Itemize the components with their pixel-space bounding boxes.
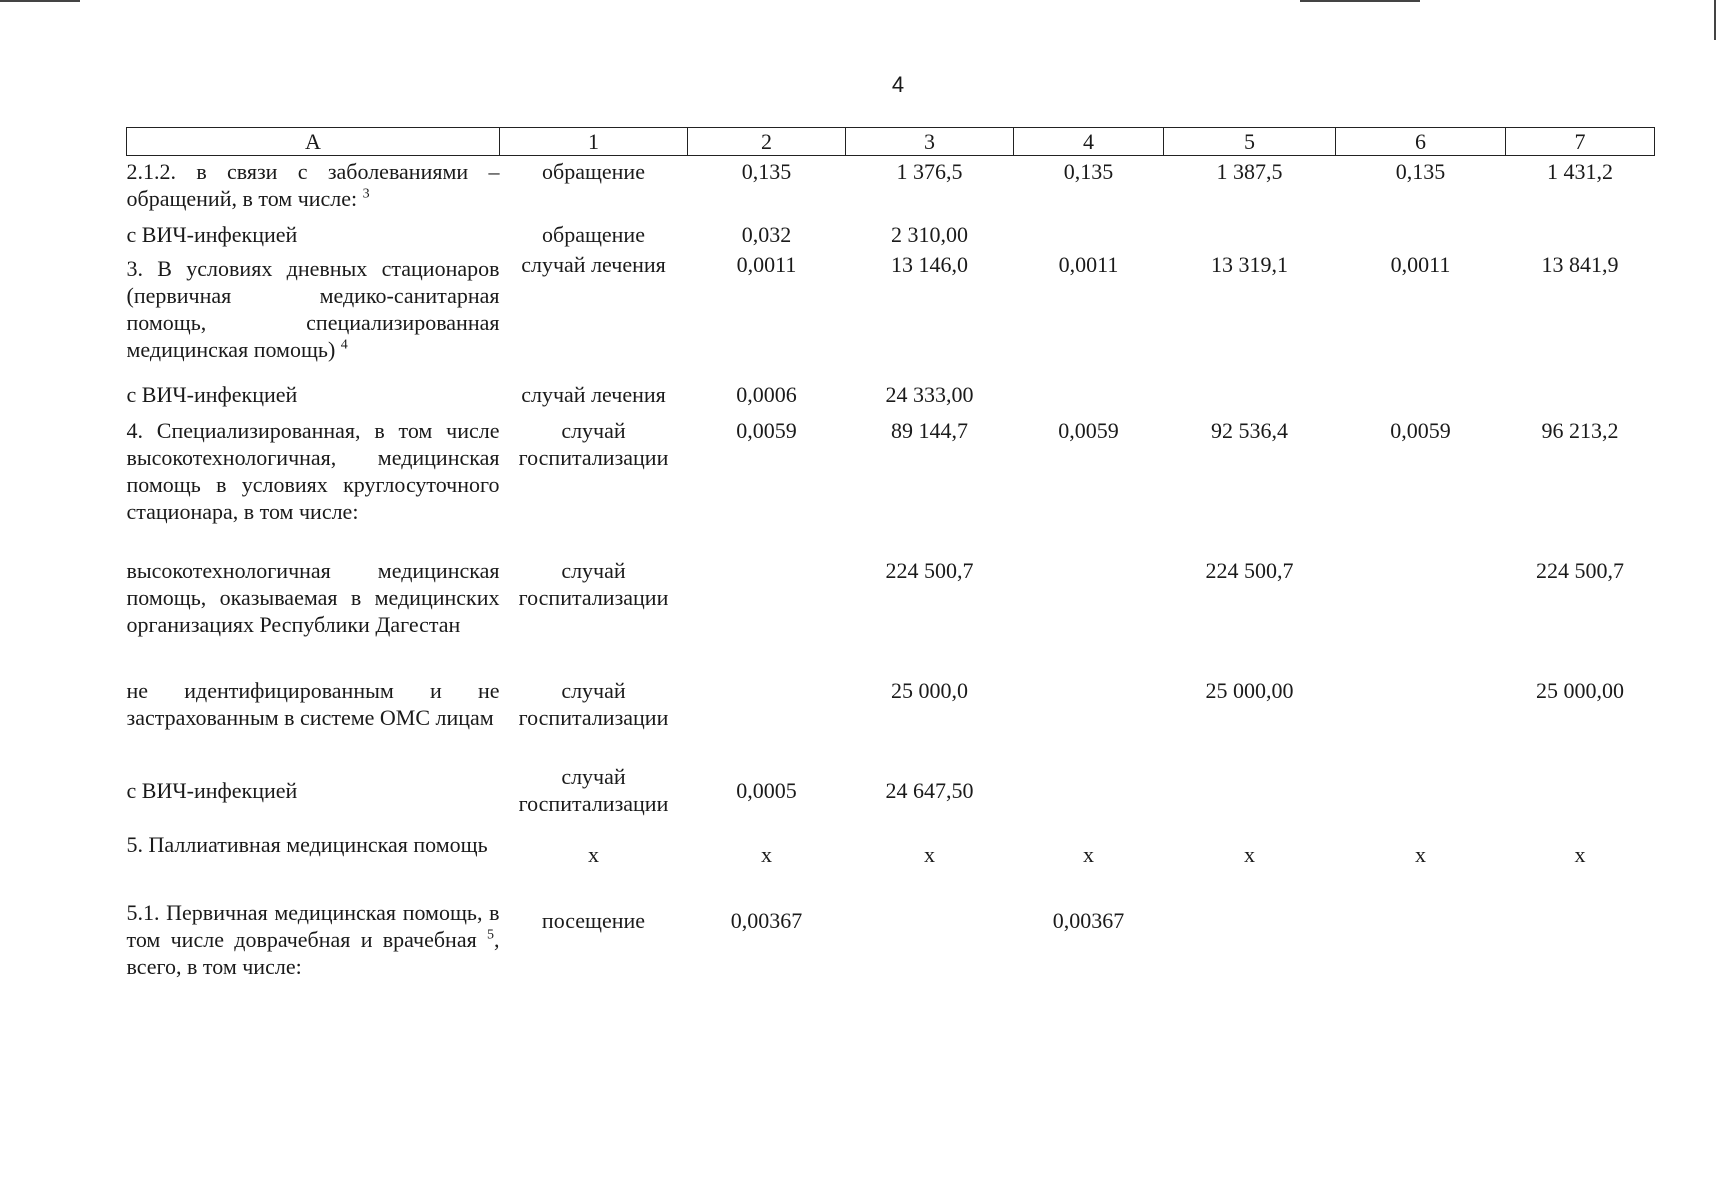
header-cell-3: 3	[846, 128, 1014, 156]
row-col-6	[1336, 381, 1506, 413]
row-col-4	[1014, 763, 1164, 825]
row-col-3: 24 647,50	[885, 777, 974, 803]
row-col-5: 92 536,4	[1211, 417, 1288, 443]
header-cell-1: 1	[500, 128, 688, 156]
row-unit: случай госпитализации	[518, 417, 669, 470]
table-row	[127, 891, 1655, 981]
row-unit: случай госпитализации	[518, 763, 669, 816]
table-row	[127, 221, 1655, 251]
row-col-3	[846, 891, 1014, 981]
header-cell-5: 5	[1164, 128, 1336, 156]
row-col-4	[1014, 221, 1164, 251]
row-col-7: 13 841,9	[1541, 251, 1619, 277]
header-cell-7: 7	[1506, 128, 1655, 156]
row-description: 4. Специализированная, в том числе высокотехнологичная, медицинская помощь в условиях круглосуточного стационара, в том числе:	[126, 417, 500, 524]
row-col-7	[1506, 763, 1655, 825]
row-unit: случай госпитализации	[518, 677, 669, 730]
row-col-3: 89 144,7	[891, 417, 968, 443]
row-col-7: 25 000,00	[1536, 677, 1624, 703]
row-col-6	[1336, 677, 1506, 763]
row-col-6: 0,0011	[1390, 251, 1451, 277]
row-col-6	[1336, 221, 1506, 251]
row-col-2: 0,0059	[736, 417, 797, 443]
row-description: 5.1. Первичная медицинская помощь, в том числе доврачебная и врачебная $^5$, всего, в том числе:	[126, 899, 500, 979]
row-col-7: 96 213,2	[1541, 417, 1619, 443]
row-col-6	[1336, 553, 1506, 677]
row-unit: случай лечения	[521, 381, 666, 407]
page-number: 4	[891, 72, 905, 97]
row-description: с ВИЧ-инфекцией	[126, 381, 298, 407]
row-description: 2.1.2. в связи с заболеваниями – обращений, в том числе: $^3$	[126, 159, 500, 211]
row-col-7: 224 500,7	[1536, 557, 1624, 583]
row-col-2: 0,0011	[736, 251, 797, 277]
row-col-6: х	[1415, 841, 1426, 867]
row-col-2	[688, 677, 846, 763]
row-unit: обращение	[542, 159, 645, 184]
row-col-2: 0,135	[741, 159, 792, 184]
row-unit: обращение	[542, 221, 645, 247]
row-description: не идентифицированным и не застрахованным в системе ОМС лицам	[126, 677, 500, 730]
header-cell-6: 6	[1336, 128, 1506, 156]
row-col-6: 0,0059	[1390, 417, 1451, 443]
row-description: 3. В условиях дневных стационаров (первичная медико-санитарная помощь, специализированная медицинская помощь) $^4$	[126, 255, 500, 362]
row-col-5: х	[1244, 841, 1255, 867]
row-col-6: 0,135	[1395, 159, 1446, 184]
row-description: высокотехнологичная медицинская помощь, оказываемая в медицинских организациях Республики Дагестан	[126, 557, 500, 637]
row-col-7: х	[1574, 841, 1586, 867]
row-col-5: 1 387,5	[1216, 159, 1283, 184]
row-col-7: 1 431,2	[1547, 159, 1613, 184]
table-row	[127, 825, 1655, 891]
row-col-4	[1014, 553, 1164, 677]
row-col-4	[1014, 381, 1164, 413]
row-col-5	[1164, 221, 1336, 251]
row-unit: х	[588, 841, 599, 867]
row-col-2: 0,0005	[736, 777, 797, 803]
row-col-7	[1506, 221, 1655, 251]
row-col-2: 0,0006	[736, 381, 797, 407]
table-row	[127, 763, 1655, 825]
row-col-6	[1336, 763, 1506, 825]
row-col-7	[1506, 381, 1655, 413]
row-unit: случай лечения	[521, 251, 666, 277]
row-col-5	[1164, 381, 1336, 413]
row-unit: случай госпитализации	[518, 557, 669, 610]
row-col-5: 25 000,00	[1205, 677, 1294, 703]
row-col-4: 0,135	[1063, 159, 1114, 184]
row-col-7	[1506, 891, 1655, 981]
row-description: с ВИЧ-инфекцией	[126, 777, 298, 803]
financing-table	[126, 127, 1655, 981]
scan-edge-mid	[1300, 0, 1420, 2]
row-col-5: 224 500,7	[1205, 557, 1294, 583]
row-col-4: 0,0059	[1058, 417, 1119, 443]
row-unit: посещение	[541, 907, 646, 933]
table-header-row	[127, 128, 1655, 156]
row-col-2	[688, 553, 846, 677]
row-col-4: 0,00367	[1052, 907, 1125, 933]
row-col-5	[1164, 891, 1336, 981]
header-cell-4: 4	[1014, 128, 1164, 156]
header-cell-2: 2	[688, 128, 846, 156]
header-cell-a: А	[127, 128, 500, 156]
row-col-2: х	[761, 841, 772, 867]
row-col-2: 0,032	[741, 221, 792, 247]
row-description: с ВИЧ-инфекцией	[126, 221, 298, 247]
table-row	[127, 677, 1655, 763]
row-col-3: 1 376,5	[896, 159, 963, 184]
row-col-5: 13 319,1	[1211, 251, 1288, 277]
table-row	[127, 381, 1655, 413]
row-col-4: х	[1083, 841, 1094, 867]
row-col-3: 13 146,0	[891, 251, 968, 277]
table-row	[127, 553, 1655, 677]
row-col-3: 224 500,7	[885, 557, 974, 583]
row-col-3: 24 333,00	[885, 381, 974, 407]
row-col-4	[1014, 677, 1164, 763]
table-row	[127, 156, 1655, 221]
scan-edge-left	[0, 0, 80, 2]
row-col-2: 0,00367	[730, 907, 803, 933]
row-col-3: 25 000,0	[891, 677, 968, 703]
row-col-3: х	[924, 841, 935, 867]
row-col-5	[1164, 763, 1336, 825]
row-col-4: 0,0011	[1058, 251, 1119, 277]
row-col-6	[1336, 891, 1506, 981]
table-row	[127, 251, 1655, 381]
row-description: 5. Паллиативная медицинская помощь	[126, 831, 488, 857]
row-col-3: 2 310,00	[891, 221, 968, 247]
table-row	[127, 413, 1655, 553]
